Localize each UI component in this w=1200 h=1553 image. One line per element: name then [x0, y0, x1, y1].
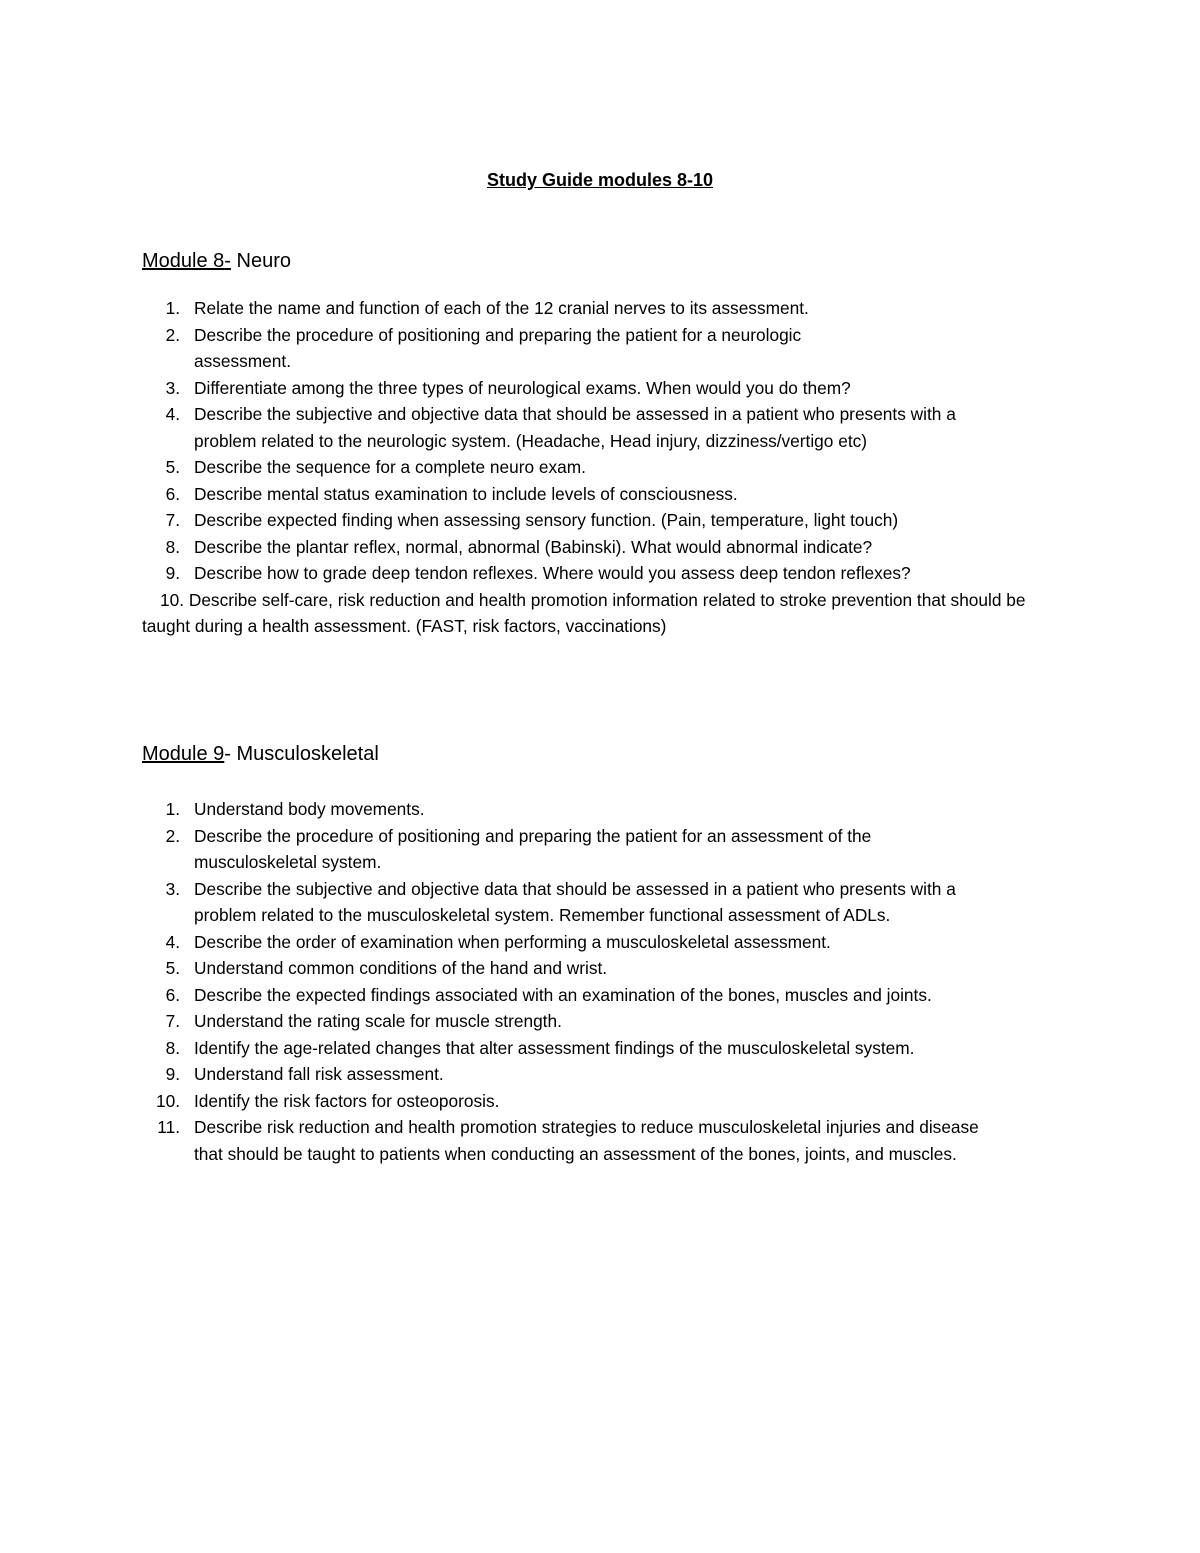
module-name: Neuro	[230, 250, 291, 272]
item-number: 5.	[165, 958, 180, 978]
item-text: Describe the procedure of positioning and preparing the patient for an assessment of the musculoskeletal system.	[194, 825, 872, 872]
item-number: 1.	[165, 298, 180, 318]
item-number: 11.	[157, 1117, 180, 1137]
item-text: Identify the age-related changes that alter assessment findings of the musculoskeletal system.	[194, 1037, 915, 1058]
list-item	[142, 1008, 1042, 1035]
module-name: Musculoskeletal	[230, 743, 379, 765]
list-item	[142, 796, 1042, 823]
item-text: Describe the order of examination when performing a musculoskeletal assessment.	[194, 931, 831, 952]
item-text: Describe the subjective and objective data that should be assessed in a patient who presents with a problem related to the musculoskeletal system. Remember functional assessment of ADLs.	[194, 878, 956, 925]
module-label: Module 9	[142, 743, 225, 765]
list-item	[142, 560, 1042, 587]
item-text: Understand body movements.	[194, 799, 425, 819]
list-item	[142, 876, 1042, 929]
list-item	[142, 507, 1042, 534]
list-item	[142, 929, 1042, 956]
list-item	[142, 587, 1042, 640]
item-number: 4.	[165, 404, 180, 424]
list-item	[142, 322, 1042, 375]
list-item	[142, 1088, 1042, 1115]
list-item	[142, 534, 1042, 561]
list-item	[142, 375, 1042, 402]
item-number: 9.	[165, 1064, 180, 1084]
module-8-heading	[142, 250, 291, 273]
module-separator: -	[224, 743, 231, 765]
item-text: Differentiate among the three types of neurological exams. When would you do them?	[194, 377, 851, 398]
item-number: 10.	[160, 589, 185, 610]
list-item	[142, 454, 1042, 481]
item-text: Describe how to grade deep tendon reflexes. Where would you assess deep tendon reflexes?	[194, 563, 911, 583]
list-item	[142, 955, 1042, 982]
item-number: 10.	[155, 1090, 180, 1111]
item-text: Describe the plantar reflex, normal, abnormal (Babinski). What would abnormal indicate?	[194, 536, 873, 557]
module-8-list	[142, 295, 1042, 640]
item-number: 4.	[165, 931, 180, 952]
item-text: Describe the sequence for a complete neuro exam.	[194, 457, 586, 477]
item-number: 2.	[165, 825, 180, 846]
list-item	[142, 401, 1042, 454]
item-number: 7.	[165, 510, 180, 530]
item-number: 6.	[165, 984, 180, 1005]
list-item	[142, 295, 1042, 322]
item-number: 2.	[165, 324, 180, 345]
item-text: Understand common conditions of the hand and wrist.	[194, 958, 608, 978]
list-item	[142, 1114, 1042, 1167]
item-number: 3.	[165, 878, 180, 899]
item-number: 1.	[165, 799, 180, 819]
list-item	[142, 1061, 1042, 1088]
item-number: 8.	[165, 536, 180, 557]
item-text: Describe the subjective and objective data that should be assessed in a patient who presents with a problem related to the neurologic system. (Headache, Head injury, dizziness/vertigo etc)	[194, 404, 956, 451]
module-label: Module 8	[142, 250, 225, 272]
module-9-list	[142, 796, 1042, 1167]
item-number: 9.	[165, 563, 180, 583]
item-text: Describe the expected findings associated with an examination of the bones, muscles and joints.	[194, 984, 932, 1005]
module-separator: -	[224, 250, 231, 272]
list-item	[142, 982, 1042, 1009]
item-text: Describe the procedure of positioning and preparing the patient for a neurologic assessment.	[194, 324, 802, 371]
item-text: Describe mental status examination to include levels of consciousness.	[194, 483, 738, 504]
item-text: Describe expected finding when assessing sensory function. (Pain, temperature, light touch)	[194, 510, 899, 530]
item-number: 8.	[165, 1037, 180, 1058]
list-item	[142, 481, 1042, 508]
item-text: Understand the rating scale for muscle strength.	[194, 1011, 562, 1031]
item-number: 7.	[165, 1011, 180, 1031]
item-text: Describe self-care, risk reduction and health promotion information related to stroke prevention that should be taught during a health assessment. (FAST, risk factors, vaccinations)	[142, 589, 1026, 636]
document-title: Study Guide modules 8-10	[486, 170, 714, 190]
item-number: 3.	[165, 377, 180, 398]
module-9-heading	[142, 743, 379, 766]
item-text: Describe risk reduction and health promotion strategies to reduce musculoskeletal injuries and disease that should be taught to patients when conducting an assessment of the bones, joints, and muscles.	[194, 1117, 979, 1164]
item-number: 5.	[165, 457, 180, 477]
item-text: Understand fall risk assessment.	[194, 1064, 444, 1084]
item-text: Relate the name and function of each of the 12 cranial nerves to its assessment.	[194, 298, 809, 318]
list-item	[142, 1035, 1042, 1062]
item-text: Identify the risk factors for osteoporosis.	[194, 1090, 500, 1111]
item-number: 6.	[165, 483, 180, 504]
list-item	[142, 823, 1042, 876]
